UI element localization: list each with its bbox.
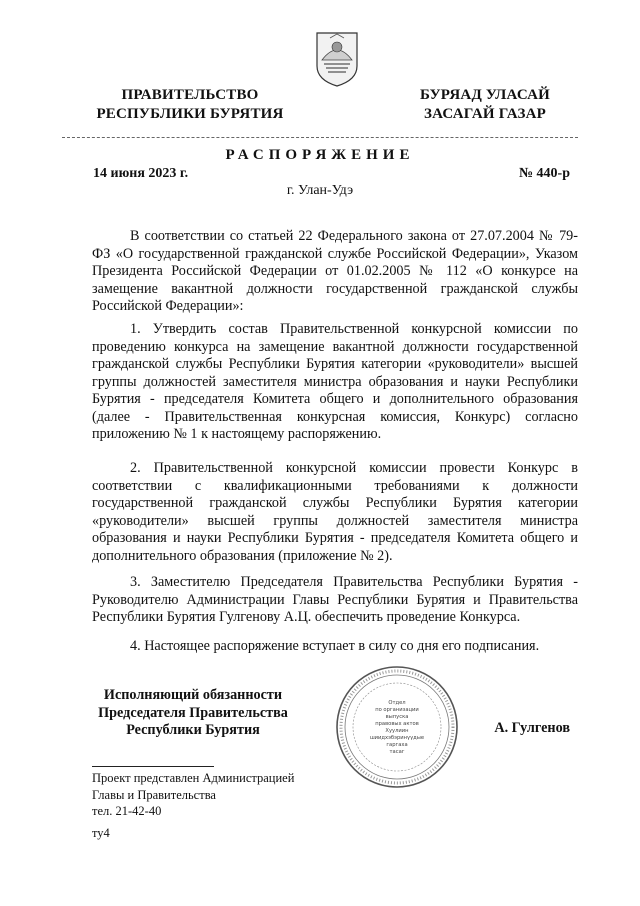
document-date: 14 июня 2023 г. <box>93 166 189 181</box>
issuer-bua-line1: БУРЯАД УЛАСАЙ <box>419 87 551 103</box>
stamp-line8: тасаг <box>389 749 405 755</box>
stamp-line4: правовых актов <box>375 721 419 727</box>
footer-note <box>92 770 294 820</box>
issuer-ru-line2: РЕСПУБЛИКИ БУРЯТИЯ <box>96 106 284 122</box>
document-code: ту4 <box>92 826 110 840</box>
document-number: № 440-р <box>518 166 570 181</box>
footer-line3: тел. 21-42-40 <box>92 804 162 818</box>
document-city: г. Улан-Удэ <box>286 183 354 198</box>
stamp-line1: Отдел <box>388 700 406 706</box>
header-divider <box>62 137 578 138</box>
issuer-ru <box>80 86 300 124</box>
signatory-position-line1: Исполняющий обязанности <box>103 687 283 703</box>
preamble-paragraph: В соответствии со статьей 22 Федерального закона от 27.07.2004 № 79-ФЗ «О государственной гражданской службе Российской Федерации», Указом Президента Российской Федерации от 01.02.2005 № 112 «О конкурсе на замещение вакантной должности государственной гражданской службы Российской Федерации»: <box>92 228 578 314</box>
signatory-position-line2: Председателя Правительства <box>98 704 288 721</box>
signatory-position-line3: Республики Бурятия <box>126 722 260 738</box>
issuer-ru-line1: ПРАВИТЕЛЬСТВО <box>121 87 259 103</box>
footer-line1: Проект представлен Администрацией <box>92 771 295 785</box>
stamp-line3: выпуска <box>385 714 409 720</box>
stamp-line7: гаргаха <box>386 742 408 748</box>
signatory-name: А. Гулгенов <box>494 720 570 736</box>
issuer-bua-line2: ЗАСАГАЙ ГАЗАР <box>424 106 546 122</box>
official-stamp <box>334 664 460 790</box>
stamp-line2: по организации <box>375 707 419 713</box>
stamp-line5: Хуулиин <box>385 728 409 734</box>
item-2-paragraph: 2. Правительственной конкурсной комиссии провести Конкурс в соответствии с квалификационными требованиями к должности государственной гражданской службы Республики Бурятия категории «руководители» высшей группы должностей заместителя министра образования и науки Республики Бурятия - председателя Комитета общего и дополнительного образования (приложение № 2). <box>92 460 578 564</box>
signatory-position <box>88 687 298 740</box>
document-title: РАСПОРЯЖЕНИЕ <box>225 147 415 163</box>
item-3-paragraph: 3. Заместителю Председателя Правительства Республики Бурятия - Руководителю Администрации Главы Республики Бурятия и Правительства Республики Бурятия Гулгенову А.Ц. обеспечить проведение Конкурса. <box>92 574 578 625</box>
item-4-paragraph: 4. Настоящее распоряжение вступает в силу со дня его подписания. <box>130 638 540 654</box>
footer-divider <box>92 766 214 767</box>
stamp-line6: шиидхэбэринүүдые <box>369 735 425 741</box>
footer-line2: Главы и Правительства <box>92 787 216 802</box>
issuer-bua <box>395 86 575 124</box>
coat-of-arms-emblem <box>314 30 360 88</box>
item-1-paragraph: 1. Утвердить состав Правительственной конкурсной комиссии по проведению конкурса на замещение вакантной должности государственной гражданской службы Республики Бурятия категории «руководители» высшей группы должностей заместителя министра образования и науки Республики Бурятия - председателя Комитета общего и дополнительного образования (далее - Правительственная конкурсная комиссия, Конкурс) согласно приложению № 1 к настоящему распоряжению. <box>92 321 578 442</box>
